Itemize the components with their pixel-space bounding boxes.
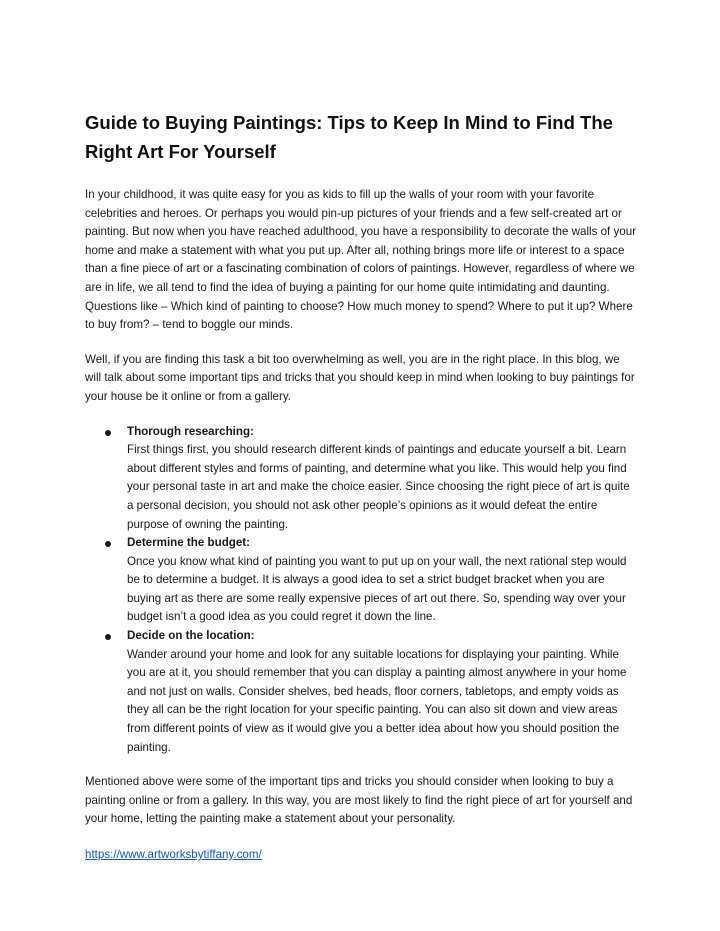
website-link[interactable]: https://www.artworksbytiffany.com/	[85, 848, 262, 861]
tip-heading: Determine the budget:	[127, 536, 251, 550]
tip-item-research	[85, 423, 637, 535]
bullet-dot-icon	[105, 541, 111, 547]
document-title: Guide to Buying Paintings: Tips to Keep In Mind to Find The Right Art For Yourself	[85, 112, 613, 162]
bullet-dot-icon	[105, 430, 111, 436]
bullet-dot-icon	[105, 634, 111, 640]
tip-item-budget	[85, 534, 637, 627]
document-page	[85, 108, 637, 865]
tips-list	[85, 423, 637, 758]
tip-item-location	[85, 627, 637, 757]
tip-heading: Thorough researching:	[127, 424, 254, 438]
tip-heading: Decide on the location:	[127, 629, 255, 643]
intro-paragraph-2: Well, if you are finding this task a bit too overwhelming as well, you are in the right place. In this blog, we will talk about some important tips and tricks that you should keep in mind when looking to buy paintings for your house be it online or from a gallery.	[85, 352, 635, 403]
tip-body: Wander around your home and look for any suitable locations for displaying your painting. While you are at it, you should remember that you can display a painting almost anywhere in your home and not just on walls. Consider shelves, bed heads, floor corners, tabletops, and empty voids as they all can be the right location for your specific painting. You can also sit down and view areas from different points of view as it would give you a better idea about how you should position the painting.	[127, 647, 627, 754]
intro-paragraph-1: In your childhood, it was quite easy for you as kids to fill up the walls of your room with your favorite celebrities and heroes. Or perhaps you would pin-up pictures of your friends and a few self-created art or painting. But now when you have reached adulthood, you have a responsibility to decorate the walls of your home and make a statement with what you put up. After all, nothing brings more life or interest to a space than a fine piece of art or a fascinating combination of colors of paintings. However, regardless of where we are in life, we all tend to find the idea of buying a painting for our home quite intimidating and daunting. Questions like – Which kind of painting to choose? How much money to spend? Where to put it up? Where to buy from? – tend to boggle our minds.	[85, 188, 637, 332]
tip-body: Once you know what kind of painting you want to put up on your wall, the next rational step would be to determine a budget. It is always a good idea to set a strict budget bracket when you are buying art as there are some really expensive pieces of art out there. So, spending way over your budget isn’t a good idea as you could regret it down the line.	[127, 554, 627, 624]
conclusion-paragraph: Mentioned above were some of the important tips and tricks you should consider when looking to buy a painting online or from a gallery. In this way, you are most likely to find the right piece of art for yourself and your home, letting the painting make a statement about your personality.	[85, 775, 633, 826]
tip-body: First things first, you should research different kinds of paintings and educate yourself a bit. Learn about different styles and forms of painting, and determine what you like. This would help you find your personal taste in art and make the choice easier. Since choosing the right piece of art is quite a personal decision, you should not ask other people’s opinions as it would defeat the entire purpose of owning the painting.	[127, 443, 630, 531]
